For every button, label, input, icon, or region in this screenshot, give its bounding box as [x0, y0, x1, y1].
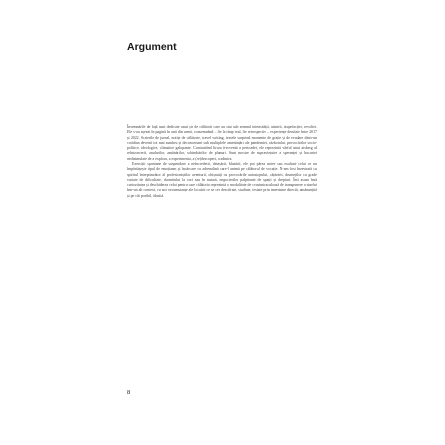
chapter-heading: Argument: [127, 41, 177, 53]
paragraph-1: Însemnările de față sunt dedicate unui șir de călătorii care au stat sub semnul intensității, uimirii, stupefacției, revoltei. Ele s-au așezat în pagină în anii din urmă, consemnând – fie la timp real, fie retrospectiv – experiențe derulate între 2017 și 2022. Scrierile de jurnal, notițe de călătorie, travel writing, textele surprind momente de grație și de evadare dintr-un cotidian devenit tot mai sumbru și deconcertant sub multiplele amenințări ale pandemiei, războiului, provocărilor socio-politice, ideologice, climatice galopante. Contrariând lirura frecventă a perioadei, ele reprezintă vârful unui aisberg al reîntoarcerii, anularilor, amânărilor, schimbărilor de planuri. Sunt mostre de supraviețuire a speranței și bucuriei nedisimulate de a explora, a experimenta, a (re)descoperi, a admira.: [127, 125, 317, 161]
page-number: 8: [127, 389, 131, 396]
body-text: [127, 125, 317, 199]
paragraph-2: Exerciții spontane de suspendare a neîncrederii, detașării, blazării, ele pot părea naive sau exaltate celui ce nu împărtășește tipul de emoțiasm și încărcare cu adrenalină care-l animă pe călătorul de vocație. N-am fost înzestrată cu spiritul întreprinzător al profesioniștilor aventurii, obișnuiți cu provocările autostopului, cățărării, drumeților cu grade variate de dificultate, dormitului la cort sau în natură, negocierilor palpitante de spații și drepturi. Îmi asum însă curiozitatea și deschiderea celui pentru care călătoria reprezintă o modalitate de cvasimiraculoasă de transpunere a sinelui într-un alt context, cu noi circumstanțe ale locuirii ce se cer descifrate, studiate, testate prin imersiune directă, amănunțită și pe cât posibil, tihnită.: [127, 161, 317, 198]
